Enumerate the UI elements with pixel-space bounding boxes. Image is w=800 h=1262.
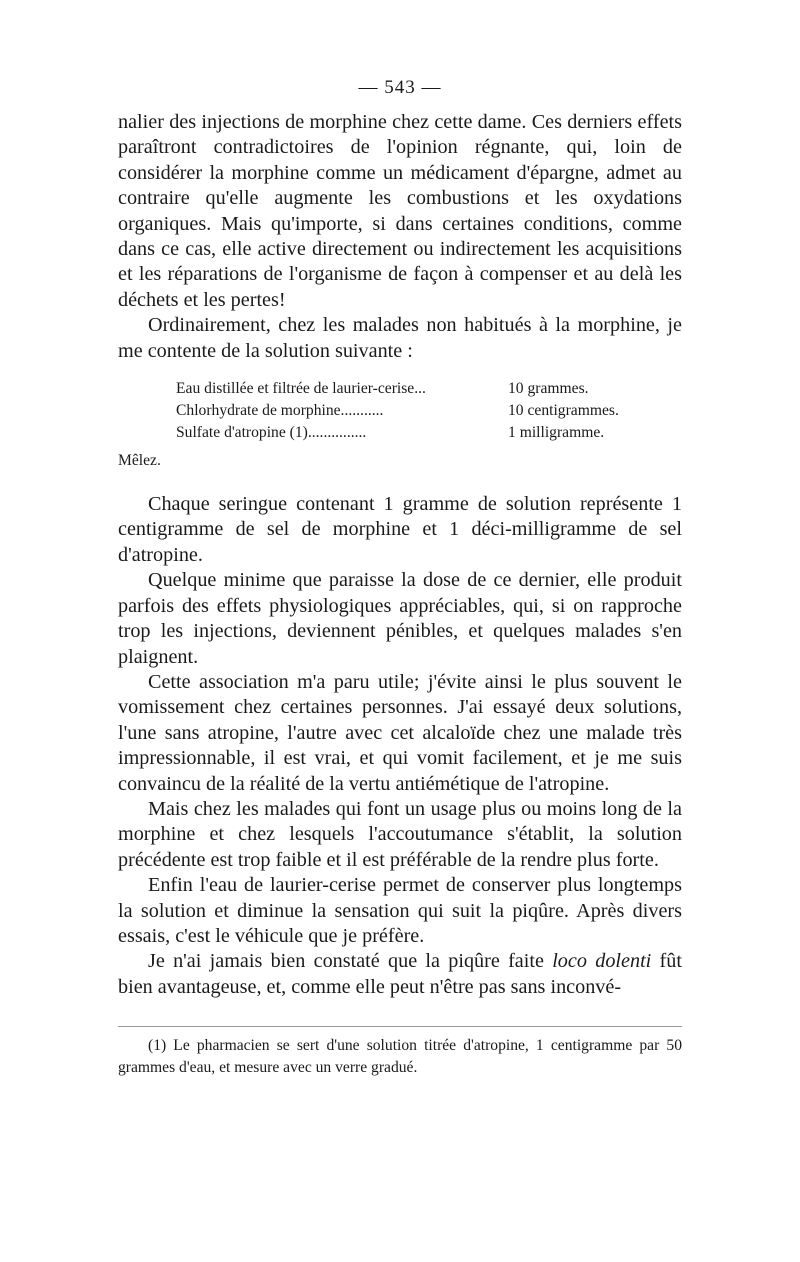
page-number: — 543 — [358, 77, 442, 98]
paragraph-7: Enfin l'eau de laurier-cerise permet de conserver plus longtemps la solution et diminue la sensation qui suit la piqûre. Après divers essais, c'est le véhicule que je préfère. [118, 874, 682, 947]
prescription-instruction: Mêlez. [118, 452, 161, 470]
ingredient-quantity: 1 milligramme. [508, 424, 605, 442]
paragraph-4: Quelque minime que paraisse la dose de ce dernier, elle produit parfois des effets physiologiques appréciables, qui, si on rapproche trop les injections, deviennent pénibles, et quelques malades s'en plaignent. [118, 569, 682, 668]
paragraph-5: Cette association m'a paru utile; j'évite ainsi le plus souvent le vomissement chez certaines personnes. J'ai essayé deux solutions, l'une sans atropine, l'autre avec cet alcaloïde chez une malade très impressionnable, il est vrai, et qui vomit facilement, et je me suis convaincu de la réalité de la vertu antiémétique de l'atropine. [118, 670, 682, 795]
ingredient-quantity: 10 grammes. [508, 380, 589, 398]
paragraph-8: Je n'ai jamais bien constaté que la piqûre faite loco dolenti fût bien avantageuse, et, comme elle peut n'être pas sans inconvé- [118, 950, 682, 998]
prescription-item [118, 378, 682, 400]
paragraph-6: Mais chez les malades qui font un usage plus ou moins long de la morphine et chez lesquels l'accoutumance s'établit, la solution précédente est trop faible et il est préférable de la rendre plus forte. [118, 797, 682, 871]
prescription-item [118, 400, 682, 422]
ingredient-name: Eau distillée et filtrée de laurier-cerise... [176, 380, 426, 398]
book-page [118, 76, 682, 1079]
footnote-divider [118, 1026, 682, 1027]
ingredient-name: Sulfate d'atropine (1)............... [176, 424, 367, 442]
ingredient-name: Chlorhydrate de morphine........... [176, 402, 384, 420]
paragraph-1: nalier des injections de morphine chez cette dame. Ces derniers effets paraîtront contradictoires de l'opinion régnante, qui, loin de considérer la morphine comme un médicament d'épargne, admet au contraire qu'elle augmente les combustions et les oxydations organiques. Mais qu'importe, si dans certaines conditions, comme dans ce cas, elle active directement ou indirectement les acquisitions et les réparations de l'organisme de façon à compenser et au delà les déchets et les pertes! [118, 111, 682, 311]
paragraph-3: Chaque seringue contenant 1 gramme de solution représente 1 centigramme de sel de morphine et 1 déci-milligramme de sel d'atropine. [118, 493, 682, 566]
paragraph-2: Ordinairement, chez les malades non habitués à la morphine, je me contente de la solution suivante : [118, 314, 682, 362]
ingredient-quantity: 10 centigrammes. [508, 402, 619, 420]
prescription-item [118, 422, 682, 444]
footnote: (1) Le pharmacien se sert d'une solution titrée d'atropine, 1 centigramme par 50 grammes d'eau, et mesure avec un verre gradué. [118, 1037, 682, 1077]
latin-phrase: loco dolenti [552, 950, 652, 973]
prescription-list [118, 378, 682, 444]
